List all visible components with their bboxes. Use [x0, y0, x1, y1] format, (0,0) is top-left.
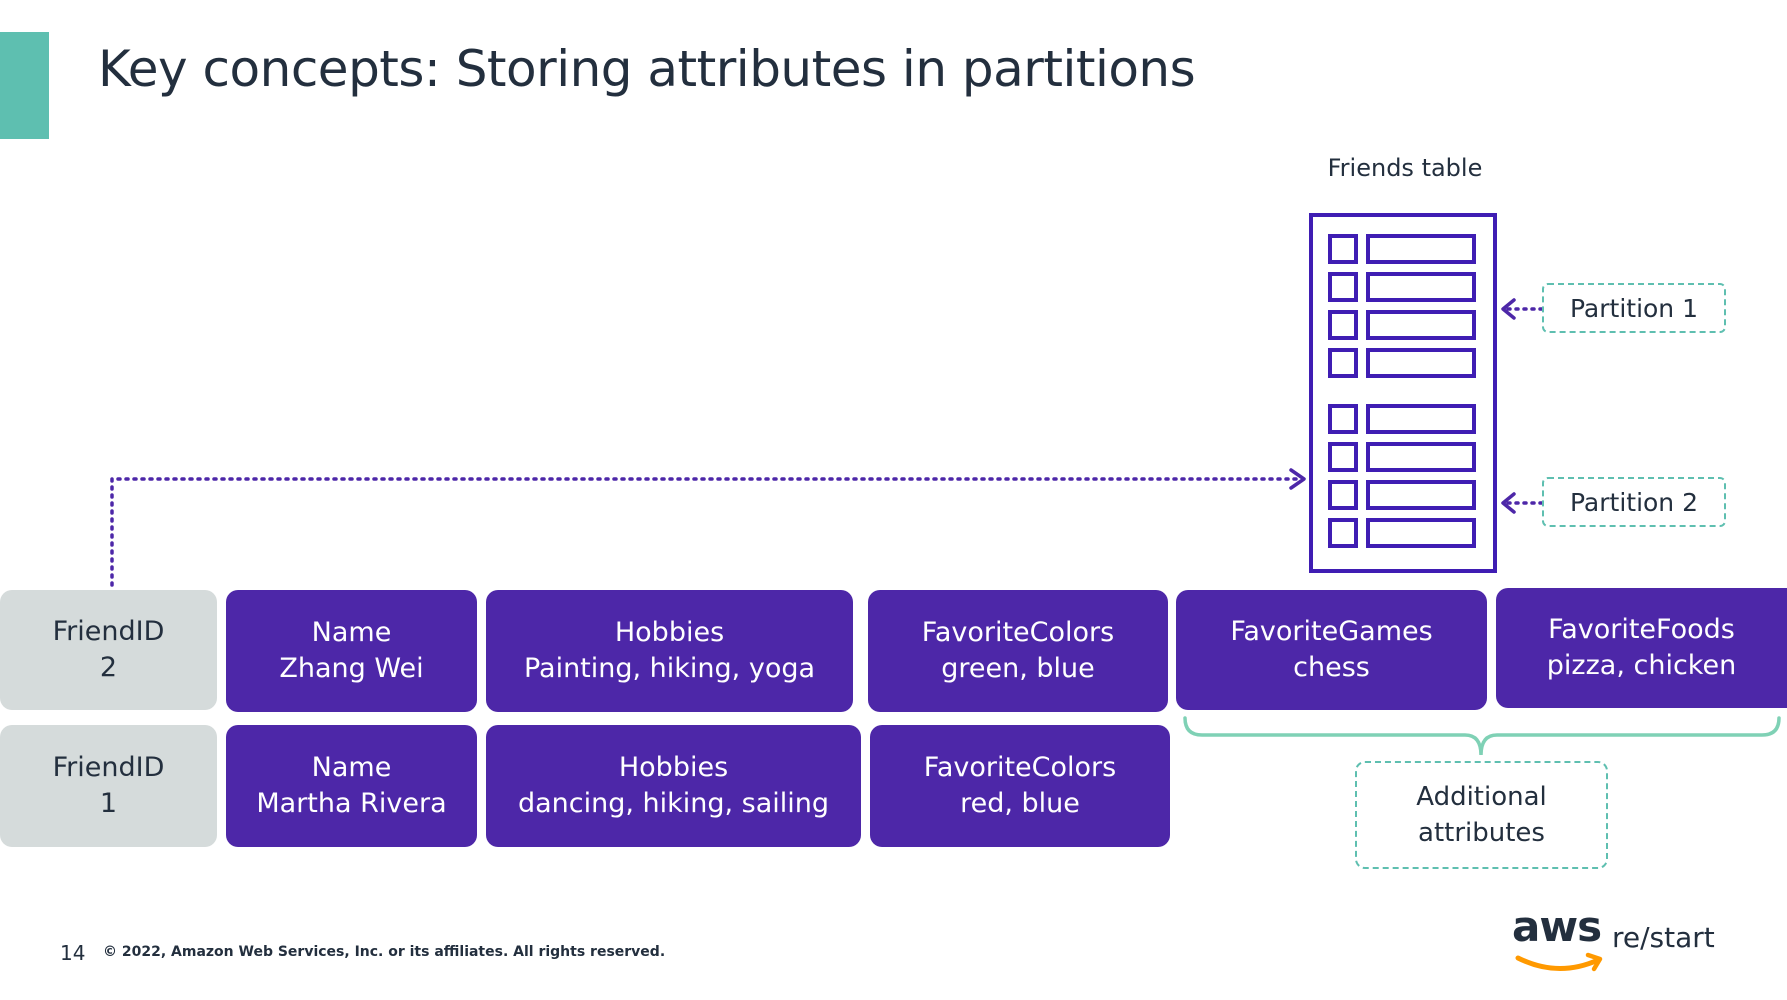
- attribute-hobbies-zhang-wei: [486, 590, 853, 712]
- attribute-name: Hobbies: [614, 617, 725, 648]
- attribute-name-zhang-wei: [226, 590, 477, 712]
- additional-attributes-brace: [1185, 718, 1779, 755]
- attribute-name: FavoriteColors: [923, 752, 1117, 783]
- attribute-favoritecolors-zhang-wei: [868, 590, 1168, 712]
- friendid-to-table-arrow: [112, 479, 1300, 585]
- attribute-value: green, blue: [941, 653, 1095, 684]
- attribute-value: chess: [1293, 652, 1370, 683]
- partition-1-label: Partition 1: [1542, 283, 1726, 333]
- attribute-favoritefoods-zhang-wei: [1496, 588, 1787, 708]
- attribute-value: dancing, hiking, sailing: [517, 788, 830, 819]
- attribute-hobbies-martha-rivera: [486, 725, 861, 847]
- attribute-name-martha-rivera: [226, 725, 477, 847]
- key-name: FriendID: [52, 752, 165, 783]
- additional-attributes-label: [1355, 761, 1608, 869]
- slide-title: Key concepts: Storing attributes in partitions: [98, 40, 1196, 98]
- aws-smile-icon: [1514, 952, 1606, 976]
- attribute-name: Name: [311, 752, 392, 783]
- key-value: 2: [99, 652, 118, 683]
- additional-attributes-line-1: Additional: [1416, 782, 1547, 812]
- attribute-name: FavoriteGames: [1230, 616, 1433, 647]
- friendid-1-key: [0, 725, 217, 847]
- friendid-2-key: [0, 590, 217, 710]
- attribute-favoritecolors-martha-rivera: [870, 725, 1170, 847]
- aws-logo: [1512, 902, 1607, 976]
- attribute-value: Martha Rivera: [256, 788, 447, 819]
- partition-2-label: Partition 2: [1542, 477, 1726, 527]
- attribute-value: red, blue: [960, 788, 1080, 819]
- additional-attributes-line-2: attributes: [1418, 818, 1545, 848]
- attribute-value: Painting, hiking, yoga: [523, 653, 816, 684]
- attribute-name: Name: [311, 617, 392, 648]
- attribute-name: FavoriteFoods: [1548, 614, 1735, 645]
- key-name: FriendID: [52, 616, 165, 647]
- attribute-name: Hobbies: [618, 752, 729, 783]
- page-number: 14: [60, 941, 86, 965]
- attribute-value: pizza, chicken: [1546, 650, 1737, 681]
- restart-brand-text: re/start: [1612, 921, 1715, 954]
- attribute-favoritegames-zhang-wei: [1176, 590, 1487, 710]
- copyright-notice: © 2022, Amazon Web Services, Inc. or its affiliates. All rights reserved.: [103, 944, 666, 960]
- attribute-name: FavoriteColors: [921, 617, 1115, 648]
- aws-logo-text: aws: [1512, 902, 1602, 951]
- friends-table-caption: Friends table: [1327, 154, 1483, 182]
- attribute-value: Zhang Wei: [279, 653, 424, 684]
- key-value: 1: [99, 788, 118, 819]
